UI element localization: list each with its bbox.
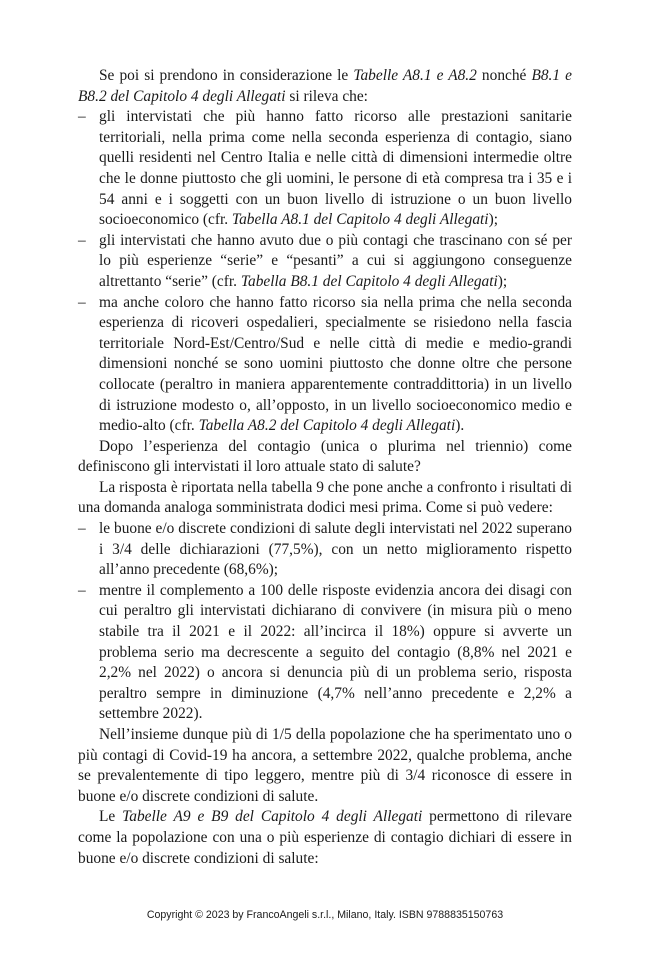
italic-reference: Tabella B8.1 del Capitolo 4 degli Allegati — [240, 272, 498, 290]
text-run: gli intervistati che hanno avuto due o più contagi che trascinano con sé per lo più esperienze “serie” e “pesanti” a cui si aggiungono conseguenze altrettanto “serie” (cfr. — [99, 231, 572, 290]
italic-reference: Tabelle A8.1 e A8.2 — [353, 67, 477, 84]
text-run: gli intervistati che più hanno fatto ricorso alle prestazioni sanitarie territoriali, nella prima come nella seconda esperienza di contagio, siano quelli residenti nel Centro Italia e nelle città di dimensioni intermedie oltre che le donne piuttosto che gli uomini, le persone di età compresa tra i 35 e i 54 anni e i soggetti con un buon livello di istruzione o un buon livello socioeconomico (cfr. — [99, 108, 572, 229]
paragraph-summary: Nell’insieme dunque più di 1/5 della popolazione che ha sperimentato uno o più contagi di Covid-19 ha ancora, a settembre 2022, qualche problema, anche se prevalentemente di tipo leggero, mentre più di 3/4 riconosce di essere in buone e/o discrete condizioni di salute. — [78, 726, 572, 805]
italic-reference: B8.1 e B8.2 del Capitolo 4 degli Allegati — [78, 67, 572, 105]
list-item — [78, 231, 572, 293]
dash-bullet-icon: – — [78, 108, 86, 126]
text-run: permettono di rilevare come la popolazione con una o più esperienze di contagio dichiari di essere in buone e/o discrete condizioni di salute: — [78, 808, 572, 867]
text-run: le buone e/o discrete condizioni di salute degli intervistati nel 2022 superano i 3/4 delle dichiarazioni (77,5%), con un netto miglioramento rispetto all’anno precedente (68,6%); — [99, 520, 572, 579]
bullet-list-1 — [78, 107, 572, 437]
paragraph-answer: La risposta è riportata nella tabella 9 che pone anche a confronto i risultati di una domanda analoga somministrata dodici mesi prima. Come si può vedere: — [78, 478, 572, 517]
paragraph-question: Dopo l’esperienza del contagio (unica o plurima nel triennio) come definiscono gli intervistati il loro attuale stato di salute? — [78, 437, 572, 476]
list-item — [78, 107, 572, 231]
dash-bullet-icon: – — [78, 581, 86, 599]
italic-reference: Tabella A8.2 del Capitolo 4 degli Allegati — [198, 417, 456, 435]
italic-reference: Tabelle A9 e B9 del Capitolo 4 degli Allegati — [122, 808, 423, 826]
paragraph-intro — [78, 66, 572, 107]
text-run: mentre il complemento a 100 delle risposte evidenzia ancora dei disagi con cui peraltro gli intervistati dichiarano di convivere (in misura più o meno stabile tra il 2021 e il 2022: all’incirca il 18%) oppure si avverte un problema serio ma decrescente a seguito del contagio (8,8% nel 2021 e 2,2% nel 2022) o ancora si denuncia più di un problema serio, risposta peraltro sempre in diminuzione (4,7% nell’anno precedente e 2,2% a settembre 2022). — [99, 581, 572, 723]
text-run: Le — [99, 808, 123, 826]
text-run: Se poi si prendono in considerazione le — [99, 67, 354, 84]
page-body — [78, 66, 572, 869]
dash-bullet-icon: – — [78, 231, 86, 249]
text-run: nonché — [476, 67, 532, 84]
text-run: ); — [497, 272, 508, 290]
dash-bullet-icon: – — [78, 520, 86, 538]
dash-bullet-icon: – — [78, 293, 86, 311]
text-run: ma anche coloro che hanno fatto ricorso sia nella prima che nella seconda esperienza di ricoveri ospedalieri, specialmente se risiedono nella fascia territoriale Nord-Est/Centro/Sud e nelle città di medie e medio-grandi dimensioni nonché se sono uomini piuttosto che donne oltre che persone collocate (peraltro in maniera apparentemente contraddittoria) in un livello di istruzione modesto o, all’opposto, in un livello socioeconomico medio e medio-alto (cfr. — [99, 293, 572, 435]
list-item — [78, 581, 572, 725]
copyright-footer: Copyright © 2023 by FrancoAngeli s.r.l., Milano, Italy. ISBN 9788835150763 — [146, 909, 504, 921]
list-item — [78, 293, 572, 437]
italic-reference: Tabella A8.1 del Capitolo 4 degli Allegati — [231, 211, 489, 229]
text-run: ); — [488, 211, 498, 229]
list-item — [78, 519, 572, 581]
text-run: si rileva che: — [285, 87, 368, 105]
bullet-list-2 — [78, 519, 572, 725]
text-run: ). — [455, 417, 465, 435]
paragraph-tables — [78, 807, 572, 869]
